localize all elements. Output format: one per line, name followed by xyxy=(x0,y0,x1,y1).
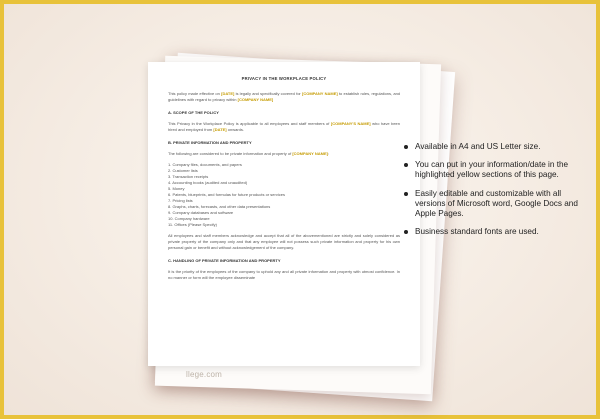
section-c-heading: C. HANDLING OF PRIVATE INFORMATION AND PROPERTY xyxy=(168,258,281,263)
bullet-icon xyxy=(404,230,408,234)
handling-paragraph: It is the priority of the employees of the company to uphold any and all private information and property with utmost confidence. In no manner or form will the employee disseminate xyxy=(168,269,400,280)
acknowledgement-paragraph: All employees and staff members acknowledge and accept that all of the abovementioned are strictly and solely considered as private property of the company only and that any employee will not possess such private information and property for his own personal gain or benefit and without acknowledgement of the company. xyxy=(168,233,400,250)
feature-item xyxy=(404,142,584,152)
feature-text: Available in A4 and US Letter size. xyxy=(415,142,541,151)
section-a-heading: A. SCOPE OF THE POLICY xyxy=(168,110,219,115)
list-item: 11. Offices (Please Specify) xyxy=(168,222,217,227)
document-title: PRIVACY IN THE WORKPLACE POLICY xyxy=(241,76,327,81)
list-item: 3. Transaction receipts xyxy=(168,174,209,179)
scope-paragraph xyxy=(168,121,400,133)
intro-text-b: is legally and specifically covered for xyxy=(235,91,301,96)
private-paragraph xyxy=(168,151,400,157)
company-name-field-2: [COMPANY NAME] xyxy=(237,97,274,102)
date-field: [DATE] xyxy=(221,91,235,96)
feature-text: Easily editable and customizable with all versions of Microsoft word, Google Docs and Apple Pages. xyxy=(415,188,578,219)
list-item: 6. Patents, blueprints, and formulas for future products or services xyxy=(168,192,285,197)
feature-item xyxy=(404,227,584,237)
feature-item xyxy=(404,160,584,180)
scope-text-a: This Privacy in the Workplace Policy is applicable to all employees and staff members of xyxy=(168,121,330,126)
feature-item xyxy=(404,189,584,220)
scope-text-b: who have been hired and employed from xyxy=(168,121,400,132)
company-name-field-3: [COMPANY'S NAME] xyxy=(330,121,371,126)
bullet-icon xyxy=(404,192,408,196)
list-item: 5. Money xyxy=(168,186,185,191)
document-page xyxy=(148,62,420,366)
private-text-b: : xyxy=(327,151,330,156)
list-item: 9. Company databases and software xyxy=(168,210,234,215)
company-name-field: [COMPANY NAME] xyxy=(301,91,338,96)
intro-text-a: This policy made effective on xyxy=(168,91,220,96)
feature-text: Business standard fonts are used. xyxy=(415,227,539,237)
company-name-field-4: [COMPANY NAME] xyxy=(292,151,328,156)
scope-text-c: onwards. xyxy=(227,127,244,132)
intro-paragraph xyxy=(168,91,400,103)
list-item: 7. Pricing lists xyxy=(168,198,193,203)
date-field-2: [DATE] xyxy=(213,127,227,132)
private-text-a: The following are considered to be private information and property of xyxy=(168,151,292,156)
list-item: 8. Graphs, charts, forecasts, and other data presentations xyxy=(168,204,271,209)
bullet-icon xyxy=(404,163,408,167)
list-item: 10. Company hardware xyxy=(168,216,210,221)
bullet-icon xyxy=(404,145,408,149)
intro-text-c: to establish rules, regulations, and guidelines with regard to privacy within xyxy=(168,91,401,102)
list-item: 2. Customer lists xyxy=(168,168,198,173)
list-item: 4. Accounting books (audited and unaudited) xyxy=(168,180,248,185)
list-item: 1. Company files, documents, and papers xyxy=(168,162,242,167)
section-b-heading: B. PRIVATE INFORMATION AND PROPERTY xyxy=(168,140,252,145)
private-items-list xyxy=(168,162,400,228)
feature-list xyxy=(404,142,584,245)
feature-text: You can put in your information/date in the highlighted yellow sections of this page. xyxy=(415,160,569,180)
watermark: llege.com xyxy=(186,370,223,379)
